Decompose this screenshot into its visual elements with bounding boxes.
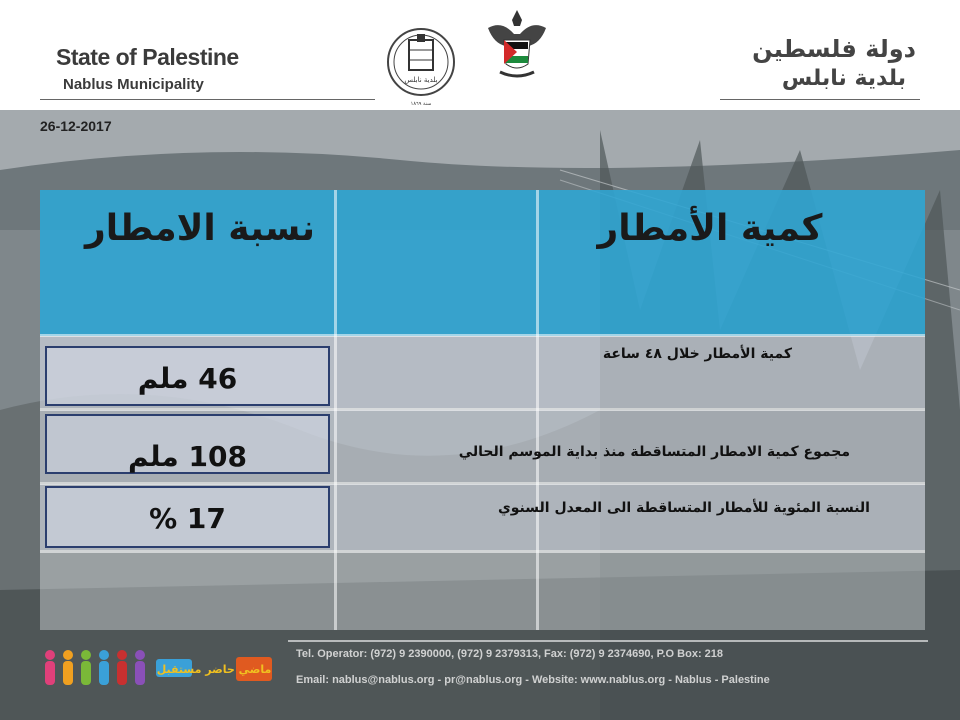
- subtitle-ar: بلدية نابلس: [781, 66, 906, 91]
- header-rainfall-rate: نسبة الامطار: [85, 208, 315, 249]
- row-divider-1: [40, 334, 925, 337]
- header-divider-left: [40, 99, 375, 100]
- date-label: 26-12-2017: [40, 118, 112, 134]
- value-box-48h: 46 ملم: [45, 346, 330, 406]
- value-box-season-total: 108 ملم: [45, 414, 330, 474]
- header-divider-right: [720, 99, 920, 100]
- title-en: State of Palestine: [56, 44, 239, 70]
- campaign-logo-icon: [36, 645, 276, 690]
- municipality-seal-icon: [383, 26, 459, 108]
- subtitle-en: Nablus Municipality: [63, 76, 204, 93]
- header-rainfall-amount: كمية الأمطار: [597, 208, 823, 249]
- seal-text: بلدية نابلس: [404, 76, 438, 84]
- row-divider-2: [40, 408, 925, 411]
- row-divider-4: [40, 550, 925, 553]
- palestine-eagle-emblem-icon: [484, 6, 550, 86]
- value-box-percentage: 17 %: [45, 486, 330, 548]
- campaign-logo-text: ماضي حاضر مستقبل: [156, 663, 272, 676]
- label-48h: كمية الأمطار خلال ٤٨ ساعة: [602, 346, 792, 362]
- label-season-total: مجموع كمية الامطار المتساقطة منذ بداية الموسم الحالي: [458, 444, 850, 460]
- label-percentage: النسبة المئوية للأمطار المتساقطة الى المعدل السنوي: [497, 500, 870, 516]
- footer-web: Email: nablus@nablus.org - pr@nablus.org - Website: www.nablus.org - Nablus - Palestine: [296, 674, 770, 686]
- footer-divider: [288, 640, 928, 642]
- seal-caption: سنة ١٨٦٩: [410, 101, 432, 107]
- row-divider-3: [40, 482, 925, 485]
- footer-contact: Tel. Operator: (972) 9 2390000, (972) 9 2379313, Fax: (972) 9 2374690, P.O Box: 218: [296, 648, 724, 660]
- title-ar: دولة فلسطين: [752, 35, 916, 63]
